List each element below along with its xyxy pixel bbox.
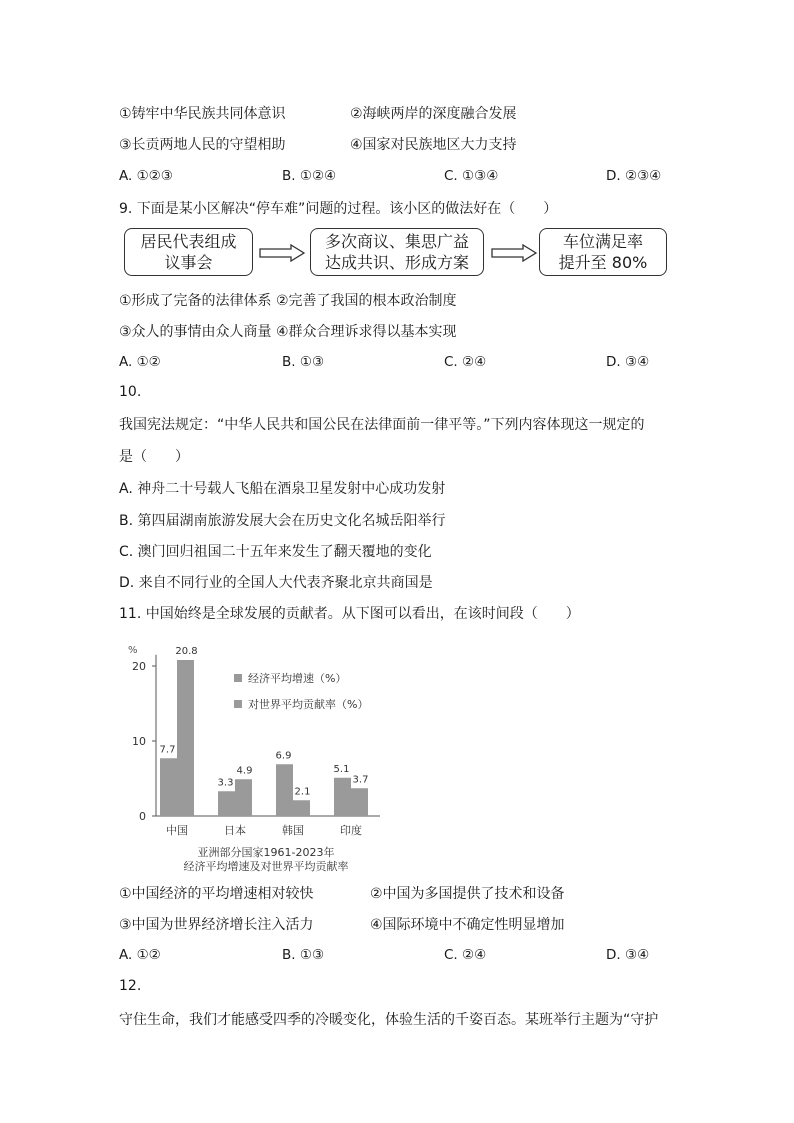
legend-swatch bbox=[234, 700, 242, 708]
q11-statement-1: ①中国经济的平均增速相对较快 bbox=[119, 886, 314, 902]
q12-number: 12. bbox=[119, 978, 142, 994]
data-label: 5.1 bbox=[333, 763, 350, 775]
q8-statement-4: ④国家对民族地区大力支持 bbox=[350, 137, 517, 153]
data-label: 2.1 bbox=[294, 786, 311, 798]
q10-stem-line1: 我国宪法规定：“中华人民共和国公民在法律面前一律平等。”下列内容体现这一规定的 bbox=[119, 417, 645, 433]
y-tick-label: 20 bbox=[132, 660, 146, 673]
flow-box-result: 车位满足率 提升至 80% bbox=[539, 228, 667, 276]
flow-box-consultation: 多次商议、集思广益 达成共识、形成方案 bbox=[310, 228, 484, 276]
q8-option-a[interactable]: A. ①②③ bbox=[119, 168, 173, 184]
q9-stem: 9. 下面是某小区解决“停车难”问题的过程。该小区的做法好在（ ） bbox=[119, 201, 558, 217]
flow-box-council: 居民代表组成 议事会 bbox=[124, 228, 253, 276]
bar-contribution-0 bbox=[177, 660, 194, 816]
q8-statement-2: ②海峡两岸的深度融合发展 bbox=[350, 106, 517, 122]
data-label: 3.3 bbox=[217, 777, 234, 789]
q8-option-d[interactable]: D. ②③④ bbox=[606, 168, 662, 184]
bar-contribution-1 bbox=[235, 779, 252, 816]
bar-contribution-3 bbox=[351, 788, 368, 816]
q11-option-b[interactable]: B. ①③ bbox=[282, 947, 325, 963]
q10-number: 10. bbox=[119, 384, 142, 400]
bar-growth-2 bbox=[276, 764, 293, 816]
q11-stem: 11. 中国始终是全球发展的贡献者。从下图可以看出，在该时间段（ ） bbox=[119, 606, 580, 622]
q10-option-a[interactable]: A. 神舟二十号载人飞船在酒泉卫星发射中心成功发射 bbox=[119, 481, 446, 497]
x-tick-label: 韩国 bbox=[282, 824, 304, 837]
q12-stem: 守住生命，我们才能感受四季的冷暖变化，体验生活的千姿百态。某班举行主题为“守护 bbox=[119, 1012, 659, 1028]
bar-chart bbox=[110, 630, 400, 880]
data-label: 3.7 bbox=[352, 774, 369, 786]
bar-growth-1 bbox=[218, 791, 235, 816]
q8-option-c[interactable]: C. ①③④ bbox=[444, 168, 499, 184]
x-tick-label: 日本 bbox=[224, 824, 246, 837]
data-label: 4.9 bbox=[236, 765, 253, 777]
chart-subtitle: 经济平均增速及对世界平均贡献率 bbox=[183, 860, 349, 873]
q8-option-b[interactable]: B. ①②④ bbox=[282, 168, 337, 184]
legend-label: 经济平均增速（%） bbox=[248, 672, 347, 685]
legend-label: 对世界平均贡献率（%） bbox=[248, 698, 369, 711]
q10-stem-line2: 是（ ） bbox=[119, 449, 189, 465]
q9-option-a[interactable]: A. ①② bbox=[119, 354, 161, 370]
x-tick-label: 印度 bbox=[340, 824, 362, 837]
bar-growth-3 bbox=[334, 778, 351, 816]
data-label: 6.9 bbox=[275, 750, 292, 762]
bar-contribution-2 bbox=[293, 800, 310, 816]
q8-statement-1: ①铸牢中华民族共同体意识 bbox=[119, 106, 286, 122]
chart-title: 亚洲部分国家1961-2023年 bbox=[197, 846, 335, 859]
q11-option-d[interactable]: D. ③④ bbox=[606, 947, 650, 963]
q11-statement-4: ④国际环境中不确定性明显增加 bbox=[370, 917, 565, 933]
data-label: 20.8 bbox=[175, 646, 198, 657]
x-tick-label: 中国 bbox=[166, 824, 188, 837]
q11-option-a[interactable]: A. ①② bbox=[119, 947, 161, 963]
y-tick-label: 0 bbox=[139, 810, 146, 823]
q11-statement-2: ②中国为多国提供了技术和设备 bbox=[370, 886, 565, 902]
y-tick-label: 10 bbox=[132, 735, 146, 748]
arrow-right-icon bbox=[259, 244, 305, 262]
q11-option-c[interactable]: C. ②④ bbox=[444, 947, 487, 963]
q11-statement-3: ③中国为世界经济增长注入活力 bbox=[119, 917, 314, 933]
q8-statement-3: ③长贡两地人民的守望相助 bbox=[119, 137, 286, 153]
q9-option-c[interactable]: C. ②④ bbox=[444, 354, 487, 370]
q9-option-d[interactable]: D. ③④ bbox=[606, 354, 650, 370]
legend-swatch bbox=[234, 674, 242, 682]
q10-option-b[interactable]: B. 第四届湖南旅游发展大会在历史文化名城岳阳举行 bbox=[119, 513, 446, 529]
q10-option-d[interactable]: D. 来自不同行业的全国人大代表齐聚北京共商国是 bbox=[119, 575, 433, 591]
q9-statements-2: ③众人的事情由众人商量 ④群众合理诉求得以基本实现 bbox=[119, 324, 457, 340]
q9-statements-1: ①形成了完备的法律体系 ②完善了我国的根本政治制度 bbox=[119, 293, 457, 309]
q9-option-b[interactable]: B. ①③ bbox=[282, 354, 325, 370]
data-label: 7.7 bbox=[159, 744, 176, 756]
y-unit-label: % bbox=[128, 644, 138, 656]
q10-option-c[interactable]: C. 澳门回归祖国二十五年来发生了翻天覆地的变化 bbox=[119, 544, 432, 560]
arrow-right-icon bbox=[491, 244, 537, 262]
bar-growth-0 bbox=[160, 758, 177, 816]
